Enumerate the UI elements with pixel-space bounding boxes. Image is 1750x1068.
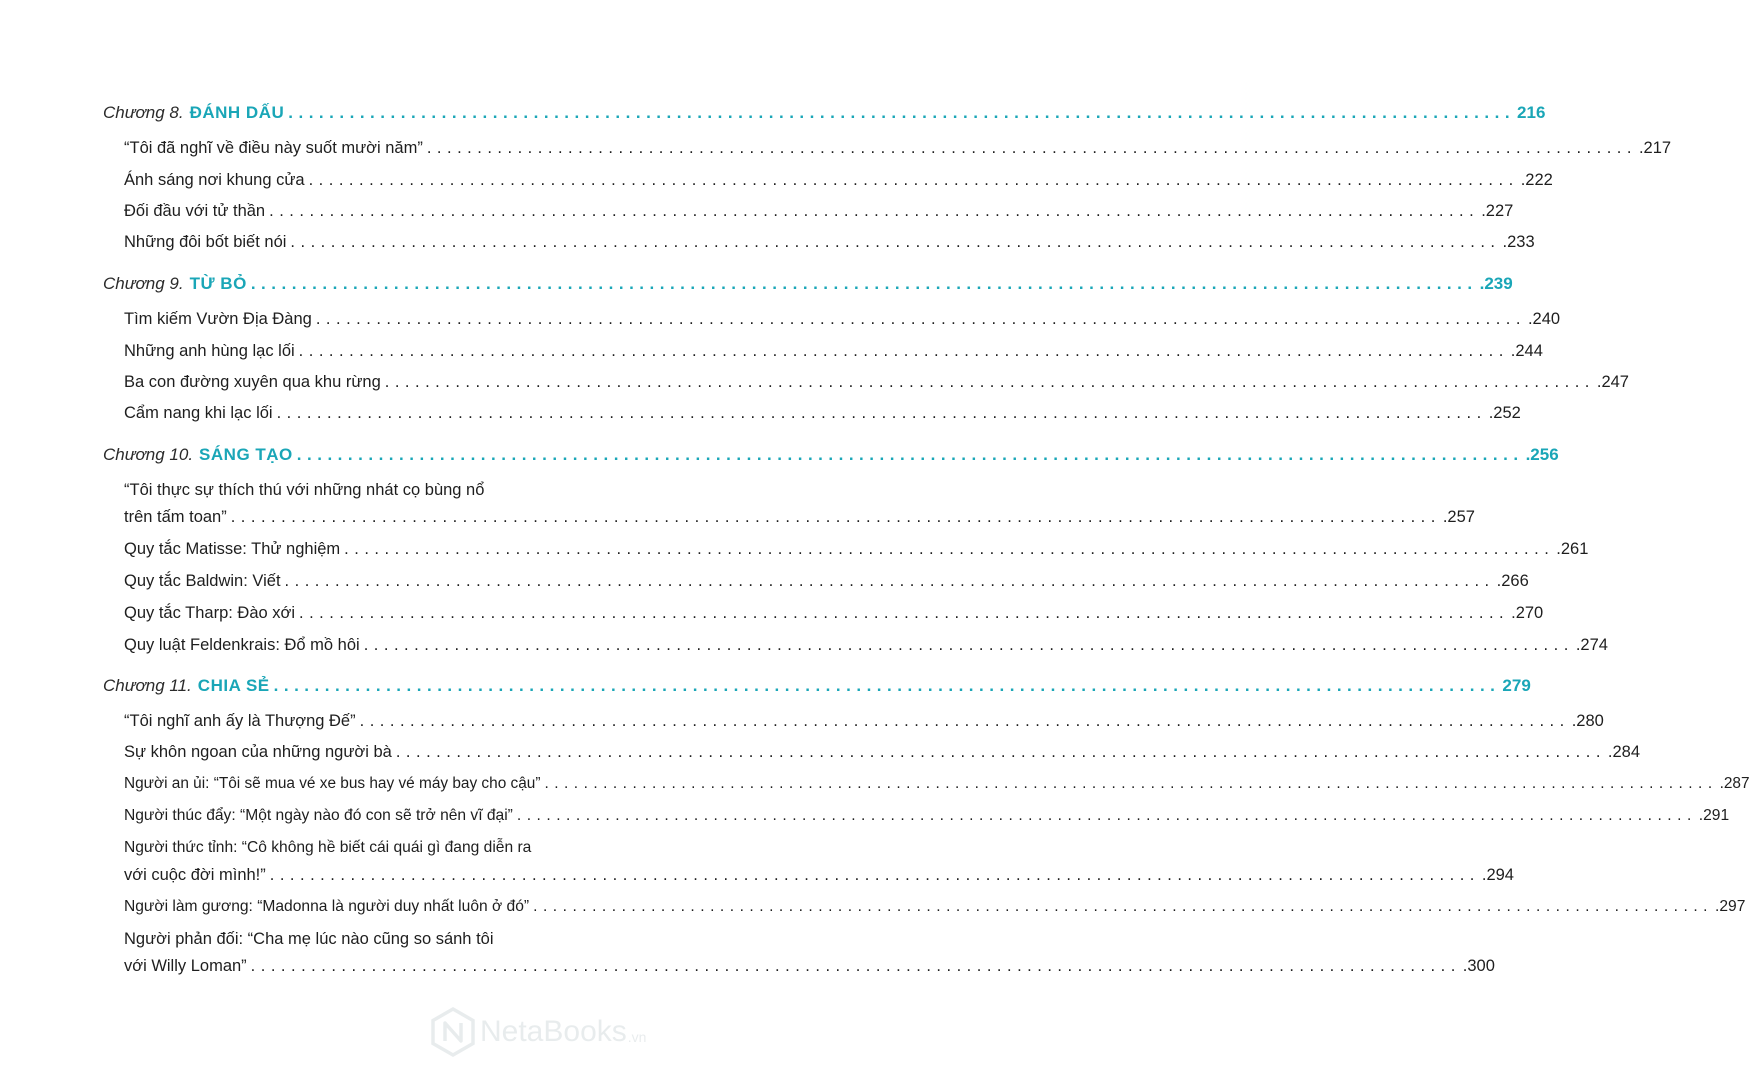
entry-title: Những đôi bốt biết nói — [124, 233, 287, 251]
toc-entry[interactable] — [124, 636, 1608, 655]
chapter-title: TỪ BỎ — [189, 274, 247, 293]
entry-page-number: .280 — [1571, 712, 1604, 730]
entry-page-number: .284 — [1607, 743, 1641, 761]
entry-page-number: .270 — [1511, 604, 1544, 622]
dot-leader: ........................................................................................................................ — [308, 171, 1519, 189]
toc-entry[interactable] — [124, 775, 1750, 793]
watermark-brand: NetaBooks — [480, 1015, 627, 1048]
entry-page-number: .266 — [1496, 572, 1529, 590]
dot-leader: ........................................................................................................................ — [359, 712, 1570, 730]
toc-entry[interactable] — [124, 572, 1529, 591]
entry-title: Quy tắc Matisse: Thử nghiệm — [124, 540, 341, 558]
entry-title: Những anh hùng lạc lối — [124, 342, 295, 360]
dot-leader: ........................................................................................................................ — [533, 898, 1714, 915]
dot-leader: ........................................................................................................................ — [299, 604, 1510, 622]
entry-page-number: .291 — [1698, 807, 1730, 824]
dot-leader: ........................................................................................................................ — [290, 233, 1501, 251]
dot-leader: ........................................................................................................................ — [284, 572, 1495, 590]
dot-leader: ........................................................................................................................ — [344, 540, 1555, 558]
entry-page-number: .222 — [1520, 171, 1553, 189]
toc-entry[interactable] — [124, 898, 1746, 916]
netabooks-logo-icon — [430, 1007, 476, 1057]
dot-leader: ........................................................................................................................ — [395, 743, 1606, 761]
toc-entry[interactable] — [124, 342, 1543, 361]
entry-title: Đối đầu với tử thần — [124, 202, 266, 220]
dot-leader: ........................................................................................................................ — [269, 866, 1480, 884]
entry-title: Quy tắc Tharp: Đào xới — [124, 604, 296, 622]
watermark-suffix: .vn — [627, 1029, 647, 1045]
dot-leader: ........................................................................................................................ — [250, 957, 1461, 975]
entry-page-number: .227 — [1481, 202, 1514, 220]
toc-entry[interactable] — [124, 202, 1514, 221]
entry-page-number: .287 — [1719, 775, 1750, 792]
entry-title: Ba con đường xuyên qua khu rừng — [124, 373, 381, 391]
dot-leader: ........................................................................................................................ — [288, 103, 1516, 122]
dot-leader: ........................................................................................................................ — [544, 775, 1718, 792]
toc-entry[interactable] — [124, 743, 1641, 762]
entry-page-number: .233 — [1502, 233, 1535, 251]
dot-leader: ........................................................................................................................ — [250, 274, 1478, 293]
toc-entry[interactable] — [124, 404, 1521, 423]
chapter-heading[interactable] — [103, 676, 1531, 696]
dot-leader: ........................................................................................................................ — [230, 508, 1441, 526]
entry-page-number: .274 — [1575, 636, 1608, 654]
toc-entry[interactable] — [124, 712, 1604, 731]
netabooks-watermark — [430, 1005, 692, 1059]
entry-title: Sự khôn ngoan của những người bà — [124, 743, 392, 761]
chapter-page-number: 279 — [1502, 676, 1531, 695]
toc-entry[interactable] — [124, 139, 1672, 158]
entry-title: Người làm gương: “Madonna là người duy nhất luôn ở đó” — [124, 898, 530, 915]
entry-page-number: .252 — [1488, 404, 1521, 422]
entry-title: Cẩm nang khi lạc lối — [124, 404, 273, 422]
chapter-title: ĐÁNH DẤU — [189, 103, 285, 122]
chapter-heading[interactable] — [103, 445, 1559, 465]
entry-page-number: .300 — [1462, 957, 1495, 975]
dot-leader: ........................................................................................................................ — [269, 202, 1480, 220]
chapter-label: Chương 11. — [103, 676, 192, 695]
entry-page-number: .261 — [1556, 540, 1589, 558]
chapter-page-number: 216 — [1517, 103, 1546, 122]
chapter-heading[interactable] — [103, 103, 1546, 123]
chapter-label: Chương 10. — [103, 445, 194, 464]
dot-leader: ........................................................................................................................ — [298, 342, 1509, 360]
toc-entry[interactable] — [124, 373, 1629, 392]
entry-title-first-line[interactable]: Người thức tỉnh: “Cô không hề biết cái quái gì đang diễn ra — [124, 839, 532, 856]
entry-title: Người an ủi: “Tôi sẽ mua vé xe bus hay vé máy bay cho cậu” — [124, 775, 541, 792]
entry-title: Quy luật Feldenkrais: Đổ mồ hôi — [124, 636, 360, 654]
toc-entry[interactable] — [124, 508, 1475, 527]
entry-page-number: .294 — [1481, 866, 1514, 884]
entry-title: “Tôi nghĩ anh ấy là Thượng Đế” — [124, 712, 356, 730]
chapter-heading[interactable] — [103, 274, 1513, 294]
entry-title: Ánh sáng nơi khung cửa — [124, 171, 305, 189]
entry-page-number: .217 — [1638, 139, 1672, 157]
entry-title: Người thúc đẩy: “Một ngày nào đó con sẽ trở nên vĩ đại” — [124, 807, 513, 824]
entry-title: với cuộc đời mình!” — [124, 866, 266, 884]
entry-page-number: .240 — [1527, 310, 1561, 328]
entry-page-number: .257 — [1442, 508, 1475, 526]
chapter-label: Chương 8. — [103, 103, 184, 122]
dot-leader: ........................................................................................................................ — [315, 310, 1526, 328]
dot-leader: ........................................................................................................................ — [276, 404, 1487, 422]
chapter-label: Chương 9. — [103, 274, 184, 293]
toc-entry[interactable] — [124, 233, 1535, 252]
entry-page-number: .247 — [1596, 373, 1629, 391]
toc-entry[interactable] — [124, 604, 1544, 623]
dot-leader: ........................................................................................................................ — [426, 139, 1637, 157]
dot-leader: ........................................................................................................................ — [296, 445, 1524, 464]
entry-title: với Willy Loman” — [124, 957, 247, 975]
chapter-title: CHIA SẺ — [197, 676, 270, 695]
entry-title: “Tôi đã nghĩ về điều này suốt mười năm” — [124, 139, 423, 157]
dot-leader: ........................................................................................................................ — [384, 373, 1595, 391]
entry-title-first-line[interactable]: Người phản đối: “Cha mẹ lúc nào cũng so sánh tôi — [124, 930, 494, 948]
entry-page-number: .244 — [1510, 342, 1543, 360]
entry-page-number: .297 — [1715, 898, 1746, 915]
entry-title: trên tấm toan” — [124, 508, 227, 526]
entry-title-first-line[interactable]: “Tôi thực sự thích thú với những nhát cọ bùng nổ — [124, 481, 485, 499]
dot-leader: ........................................................................................................................ — [516, 807, 1697, 824]
entry-title: Quy tắc Baldwin: Viết — [124, 572, 281, 590]
chapter-title: SÁNG TẠO — [199, 445, 293, 464]
toc-entry[interactable] — [124, 310, 1561, 329]
toc-entry[interactable] — [124, 866, 1514, 885]
dot-leader: ........................................................................................................................ — [363, 636, 1574, 654]
toc-entry[interactable] — [124, 807, 1730, 825]
dot-leader: ........................................................................................................................ — [273, 676, 1501, 695]
chapter-page-number: .256 — [1525, 445, 1559, 464]
toc-entry[interactable] — [124, 171, 1553, 190]
toc-entry[interactable] — [124, 540, 1589, 559]
chapter-page-number: .239 — [1479, 274, 1513, 293]
toc-entry[interactable] — [124, 957, 1495, 976]
entry-title: Tìm kiếm Vườn Địa Đàng — [124, 310, 312, 328]
